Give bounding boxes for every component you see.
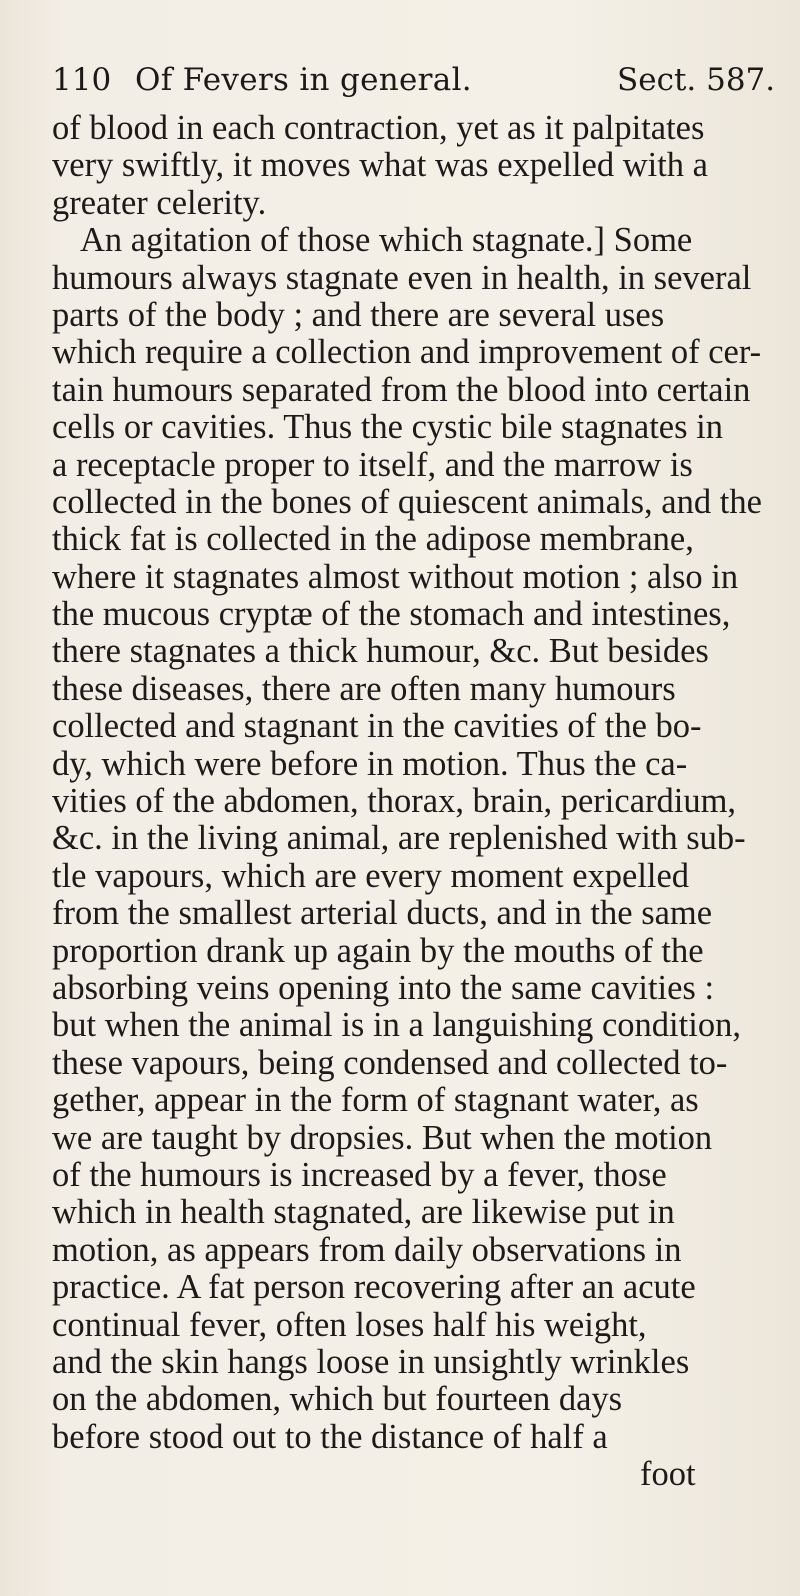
text-line: parts of the body ; and there are several uses xyxy=(52,296,665,334)
text-line: collected in the bones of quiescent animals, and the xyxy=(52,483,762,521)
text-line: cells or cavities. Thus the cystic bile stagnates in xyxy=(52,409,723,447)
text-line: proportion drank up again by the mouths of the xyxy=(52,932,704,970)
text-line: these diseases, there are often many humours xyxy=(52,670,676,708)
section-number: Sect. 587. xyxy=(617,62,776,98)
text-line: motion, as appears from daily observations in xyxy=(52,1231,682,1269)
text-line: collected and stagnant in the cavities of the bo- xyxy=(52,708,702,746)
text-line: tain humours separated from the blood into certain xyxy=(52,371,751,409)
text-line: we are taught by dropsies. But when the motion xyxy=(52,1119,713,1157)
text-line: a receptacle proper to itself, and the marrow is xyxy=(52,446,693,484)
text-line: on the abdomen, which but fourteen days xyxy=(52,1381,623,1419)
text-line: there stagnates a thick humour, &c. But besides xyxy=(52,633,709,671)
text-line: dy, which were before in motion. Thus the ca- xyxy=(52,745,688,783)
text-line: absorbing veins opening into the same cavities : xyxy=(52,969,715,1007)
page-number: 110 xyxy=(52,62,112,98)
text-line: greater celerity. xyxy=(52,184,267,222)
text-line: which require a collection and improvement of cer- xyxy=(52,334,762,372)
running-title: Of Fevers in general. xyxy=(135,62,472,98)
body-text xyxy=(52,110,764,1493)
text-line: very swiftly, it moves what was expelled with a xyxy=(52,147,708,185)
text-line: tle vapours, which are every moment expelled xyxy=(52,857,690,895)
text-line: gether, appear in the form of stagnant water, as xyxy=(52,1082,699,1120)
text-line: &c. in the living animal, are replenished with sub- xyxy=(52,820,746,858)
catchword: foot xyxy=(640,1456,696,1494)
text-line: and the skin hangs loose in unsightly wrinkles xyxy=(52,1343,690,1381)
text-line: continual fever, often loses half his weight, xyxy=(52,1306,647,1344)
text-line: before stood out to the distance of half a xyxy=(52,1418,608,1456)
text-line: practice. A fat person recovering after an acute xyxy=(52,1269,696,1307)
running-header xyxy=(52,62,776,106)
text-line: humours always stagnate even in health, in several xyxy=(52,259,752,297)
text-line: where it stagnates almost without motion ; also in xyxy=(52,558,739,596)
text-line: from the smallest arterial ducts, and in the same xyxy=(52,895,713,933)
text-line: which in health stagnated, are likewise put in xyxy=(52,1194,675,1232)
text-line: of blood in each contraction, yet as it palpitates xyxy=(52,110,705,147)
text-line: but when the animal is in a languishing condition, xyxy=(52,1007,741,1045)
text-line: the mucous cryptæ of the stomach and intestines, xyxy=(52,596,731,634)
text-line: An agitation of those which stagnate.] Some xyxy=(80,222,693,260)
text-line: of the humours is increased by a fever, those xyxy=(52,1156,667,1194)
text-line: thick fat is collected in the adipose membrane, xyxy=(52,521,694,559)
text-line: these vapours, being condensed and collected to- xyxy=(52,1044,728,1082)
text-line: vities of the abdomen, thorax, brain, pericardium, xyxy=(52,783,737,821)
